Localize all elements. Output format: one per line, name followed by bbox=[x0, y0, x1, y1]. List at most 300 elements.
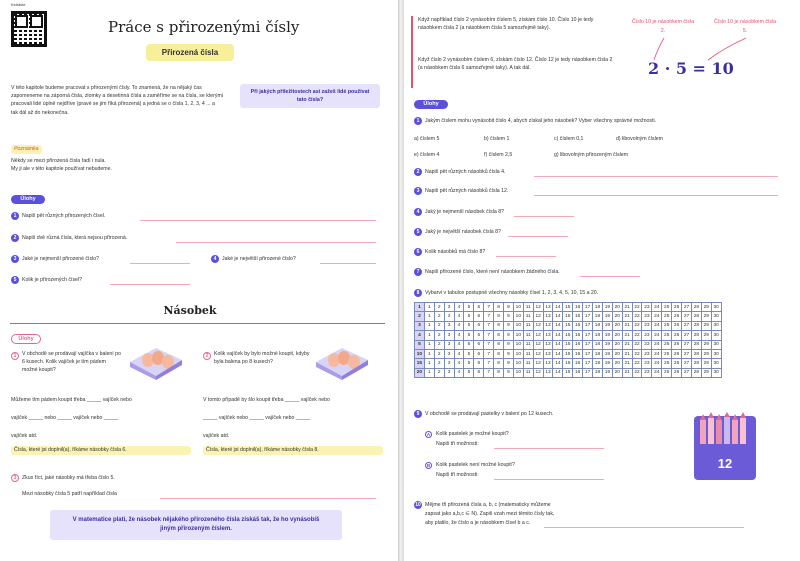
table-cell[interactable]: 23 bbox=[642, 321, 652, 330]
question-text: Napiš pět různých násobků čísla 4. bbox=[425, 169, 506, 175]
table-cell[interactable]: 8 bbox=[494, 359, 504, 368]
table-cell[interactable]: 21 bbox=[622, 349, 632, 358]
egg-task-2-line1: V tomto případě by šlo koupit třeba _____ vajíček nebo bbox=[203, 397, 330, 403]
crayon-box-number: 12 bbox=[717, 456, 733, 471]
table-cell[interactable]: 24 bbox=[652, 331, 662, 340]
table-cell[interactable]: 1 bbox=[424, 331, 434, 340]
table-cell[interactable]: 1 bbox=[424, 340, 434, 349]
table-cell[interactable]: 13 bbox=[543, 359, 553, 368]
table-cell[interactable]: 26 bbox=[672, 321, 682, 330]
tasks-label: Úlohy bbox=[11, 195, 45, 204]
table-cell[interactable]: 4 bbox=[454, 368, 464, 377]
table-cell[interactable]: 12 bbox=[533, 312, 543, 321]
table-cell[interactable]: 9 bbox=[504, 312, 514, 321]
pink-bar bbox=[411, 16, 413, 88]
table-cell[interactable]: 21 bbox=[622, 321, 632, 330]
table-cell[interactable]: 4 bbox=[454, 321, 464, 330]
table-cell[interactable]: 8 bbox=[494, 349, 504, 358]
table-cell[interactable]: 29 bbox=[701, 359, 711, 368]
table-cell[interactable]: 20 bbox=[612, 303, 622, 312]
table-cell[interactable]: 12 bbox=[533, 359, 543, 368]
table-cell[interactable]: 7 bbox=[484, 349, 494, 358]
table-cell[interactable]: 28 bbox=[691, 349, 701, 358]
answer-line[interactable] bbox=[320, 263, 376, 264]
task-number: 10 bbox=[415, 502, 421, 508]
egg-task-2-line2: _____ vajíček nebo _____ vajíček nebo _____ bbox=[203, 415, 311, 421]
table-cell[interactable]: 22 bbox=[632, 321, 642, 330]
table-cell[interactable]: 9 bbox=[504, 340, 514, 349]
example-text-2: Když číslo 2 vynásobím číslem 6, získám číslo 12. Číslo 12 je tedy násobkem čísla 2 (a násobkem čísla 6 samozřejmě taky). A tak dál. bbox=[418, 57, 613, 72]
table-cell[interactable]: 4 bbox=[454, 349, 464, 358]
table-cell[interactable]: 1 bbox=[424, 321, 434, 330]
table-cell[interactable]: 17 bbox=[583, 331, 593, 340]
table-cell[interactable]: 19 bbox=[602, 303, 612, 312]
table-cell[interactable]: 12 bbox=[533, 321, 543, 330]
q10-text-2: zapsat jako a,b,c ∈ N). Zapiš vzah mezi těmito čísly tak, bbox=[425, 511, 555, 517]
q1-option[interactable]: b) číslem 1 bbox=[484, 136, 510, 142]
table-cell[interactable]: 18 bbox=[593, 303, 603, 312]
table-cell[interactable]: 16 bbox=[573, 331, 583, 340]
table-cell[interactable]: 15 bbox=[563, 321, 573, 330]
answer-line[interactable] bbox=[496, 256, 556, 257]
table-cell[interactable]: 5 bbox=[464, 349, 474, 358]
table-cell[interactable]: 11 bbox=[523, 340, 533, 349]
table-cell[interactable]: 29 bbox=[701, 312, 711, 321]
table-cell[interactable]: 14 bbox=[553, 340, 563, 349]
answer-line[interactable] bbox=[494, 448, 604, 449]
table-cell[interactable]: 26 bbox=[672, 340, 682, 349]
table-cell[interactable]: 20 bbox=[612, 321, 622, 330]
table-cell[interactable]: 9 bbox=[504, 303, 514, 312]
table-cell[interactable]: 19 bbox=[602, 312, 612, 321]
table-cell[interactable]: 5 bbox=[464, 303, 474, 312]
egg-task-1-line2: vajíček _____ nebo _____ vajíček nebo _____ bbox=[11, 415, 119, 421]
table-cell[interactable]: 28 bbox=[691, 321, 701, 330]
table-cell[interactable]: 7 bbox=[484, 359, 494, 368]
table-cell[interactable]: 23 bbox=[642, 331, 652, 340]
table-cell[interactable]: 7 bbox=[484, 312, 494, 321]
table-cell[interactable]: 11 bbox=[523, 331, 533, 340]
q1-option[interactable]: a) číslem 5 bbox=[414, 136, 440, 142]
table-cell[interactable]: 18 bbox=[593, 312, 603, 321]
table-cell[interactable]: 25 bbox=[662, 359, 672, 368]
egg-task-1-line3: vajíček atd. bbox=[11, 433, 38, 439]
table-cell[interactable]: 28 bbox=[691, 368, 701, 377]
table-cell[interactable]: 22 bbox=[632, 368, 642, 377]
question-text: Jaký je největší násobek čísla 8? bbox=[425, 229, 501, 235]
table-cell[interactable]: 21 bbox=[622, 331, 632, 340]
table-cell[interactable]: 25 bbox=[662, 368, 672, 377]
table-cell[interactable]: 13 bbox=[543, 312, 553, 321]
table-cell[interactable]: 22 bbox=[632, 340, 642, 349]
table-cell[interactable]: 23 bbox=[642, 368, 652, 377]
table-cell[interactable]: 5 bbox=[464, 340, 474, 349]
table-cell[interactable]: 28 bbox=[691, 359, 701, 368]
table-cell[interactable]: 11 bbox=[523, 368, 533, 377]
table-cell[interactable]: 18 bbox=[593, 349, 603, 358]
table-cell[interactable]: 1 bbox=[424, 303, 434, 312]
subtask-label: A bbox=[426, 432, 431, 437]
answer-line[interactable] bbox=[176, 242, 376, 243]
table-cell[interactable]: 28 bbox=[691, 331, 701, 340]
table-cell[interactable]: 9 bbox=[504, 321, 514, 330]
table-cell[interactable]: 12 bbox=[533, 349, 543, 358]
table-cell[interactable]: 7 bbox=[484, 303, 494, 312]
table-cell[interactable]: 2 bbox=[434, 331, 444, 340]
table-cell[interactable]: 12 bbox=[533, 331, 543, 340]
table-cell[interactable]: 3 bbox=[444, 303, 454, 312]
table-cell[interactable]: 27 bbox=[682, 312, 692, 321]
table-cell[interactable]: 5 bbox=[464, 312, 474, 321]
answer-line[interactable] bbox=[160, 498, 376, 499]
table-cell[interactable]: 5 bbox=[464, 359, 474, 368]
table-cell[interactable]: 29 bbox=[701, 349, 711, 358]
table-cell[interactable]: 30 bbox=[711, 303, 721, 312]
table-cell[interactable]: 13 bbox=[543, 321, 553, 330]
table-cell[interactable]: 9 bbox=[504, 331, 514, 340]
table-cell[interactable]: 29 bbox=[701, 303, 711, 312]
table-cell[interactable]: 20 bbox=[612, 359, 622, 368]
table-cell[interactable]: 15 bbox=[563, 359, 573, 368]
table-cell[interactable]: 15 bbox=[563, 349, 573, 358]
task-number: 2 bbox=[11, 234, 19, 242]
table-cell[interactable]: 1 bbox=[424, 312, 434, 321]
table-cell[interactable]: 3 bbox=[444, 359, 454, 368]
q9-text: V obchodě se prodávají pastelky v balení po 12 kusech. bbox=[425, 411, 554, 417]
table-cell[interactable]: 8 bbox=[494, 368, 504, 377]
table-cell[interactable]: 18 bbox=[593, 331, 603, 340]
table-cell[interactable]: 4 bbox=[454, 303, 464, 312]
table-cell[interactable]: 30 bbox=[711, 340, 721, 349]
table-cell[interactable]: 24 bbox=[652, 321, 662, 330]
table-cell[interactable]: 17 bbox=[583, 340, 593, 349]
table-cell[interactable]: 4 bbox=[454, 312, 464, 321]
page-title: Práce s přirozenými čísly bbox=[108, 18, 300, 36]
table-cell[interactable]: 26 bbox=[672, 368, 682, 377]
table-cell[interactable]: 3 bbox=[444, 368, 454, 377]
answer-line[interactable] bbox=[544, 527, 744, 528]
table-cell[interactable]: 5 bbox=[464, 331, 474, 340]
egg-task-2-note: Čísla, které jsi doplnil(a), říkáme násobky čísla 8. bbox=[203, 446, 383, 455]
table-cell[interactable]: 6 bbox=[474, 340, 484, 349]
table-cell[interactable]: 23 bbox=[642, 303, 652, 312]
table-cell[interactable]: 2 bbox=[434, 368, 444, 377]
table-cell[interactable]: 2 bbox=[434, 303, 444, 312]
table-cell[interactable]: 24 bbox=[652, 312, 662, 321]
table-cell[interactable]: 20 bbox=[612, 349, 622, 358]
table-cell[interactable]: 27 bbox=[682, 359, 692, 368]
task-number: 2 bbox=[203, 352, 211, 360]
table-cell[interactable]: 14 bbox=[553, 349, 563, 358]
answer-line[interactable] bbox=[508, 236, 568, 237]
table-cell[interactable]: 8 bbox=[494, 340, 504, 349]
table-cell[interactable]: 27 bbox=[682, 303, 692, 312]
table-cell[interactable]: 15 bbox=[563, 312, 573, 321]
table-cell[interactable]: 25 bbox=[662, 349, 672, 358]
table-cell[interactable]: 17 bbox=[583, 359, 593, 368]
table-cell[interactable]: 2 bbox=[434, 340, 444, 349]
table-cell[interactable]: 25 bbox=[662, 303, 672, 312]
answer-line[interactable] bbox=[534, 195, 778, 196]
table-cell[interactable]: 7 bbox=[484, 331, 494, 340]
table-cell[interactable]: 25 bbox=[662, 312, 672, 321]
q1-option[interactable]: g) libovolným přirozeným číslem bbox=[554, 152, 629, 158]
table-cell[interactable]: 7 bbox=[484, 321, 494, 330]
right-page bbox=[404, 0, 800, 561]
table-cell[interactable]: 22 bbox=[632, 349, 642, 358]
table-cell[interactable]: 25 bbox=[662, 321, 672, 330]
table-cell[interactable]: 20 bbox=[612, 340, 622, 349]
table-cell[interactable]: 30 bbox=[711, 359, 721, 368]
table-cell[interactable]: 24 bbox=[652, 340, 662, 349]
table-cell[interactable]: 18 bbox=[593, 368, 603, 377]
table-cell[interactable]: 13 bbox=[543, 331, 553, 340]
table-cell[interactable]: 17 bbox=[583, 368, 593, 377]
table-cell[interactable]: 25 bbox=[662, 331, 672, 340]
table-cell[interactable]: 21 bbox=[622, 368, 632, 377]
table-cell[interactable]: 22 bbox=[632, 303, 642, 312]
table-cell[interactable]: 11 bbox=[523, 359, 533, 368]
tasks-label: Úlohy bbox=[414, 100, 448, 109]
table-cell[interactable]: 19 bbox=[602, 331, 612, 340]
table-cell[interactable]: 16 bbox=[573, 312, 583, 321]
table-cell[interactable]: 28 bbox=[691, 312, 701, 321]
q1-option[interactable]: c) číslem 0,1 bbox=[554, 136, 584, 142]
table-cell[interactable]: 3 bbox=[444, 349, 454, 358]
table-cell[interactable]: 8 bbox=[494, 312, 504, 321]
table-cell[interactable]: 1 bbox=[424, 349, 434, 358]
table-cell[interactable]: 29 bbox=[701, 340, 711, 349]
table-cell[interactable]: 21 bbox=[622, 340, 632, 349]
table-cell[interactable]: 16 bbox=[573, 340, 583, 349]
table-row bbox=[415, 368, 722, 377]
annotation-right: Číslo 10 je násobkem čísla 5. bbox=[714, 19, 776, 34]
table-cell[interactable]: 27 bbox=[682, 368, 692, 377]
answer-line[interactable] bbox=[580, 276, 640, 277]
table-cell[interactable]: 26 bbox=[672, 303, 682, 312]
table-cell[interactable]: 14 bbox=[553, 359, 563, 368]
table-cell[interactable]: 16 bbox=[573, 303, 583, 312]
table-cell[interactable]: 6 bbox=[474, 312, 484, 321]
table-cell[interactable]: 12 bbox=[533, 368, 543, 377]
tasks2-label: Úlohy bbox=[11, 334, 41, 344]
intro-paragraph: V této kapitole budeme pracovat s přirozenými čísly. To znamená, že na nějaký čas zapomeneme na záporná čísla, zlomky a desetinná čísla a zaměříme se na čísla, se kterými pracovali lidé úplně nejdříve (pravé se jim říká přirozená) a jedná se o čísla 1, 2, 3, 4 ... a tak dál až do nekonečna. bbox=[11, 85, 223, 116]
table-cell[interactable]: 20 bbox=[612, 368, 622, 377]
table-cell[interactable]: 29 bbox=[701, 331, 711, 340]
table-cell[interactable]: 6 bbox=[474, 368, 484, 377]
table-cell[interactable]: 29 bbox=[701, 368, 711, 377]
table-cell[interactable]: 15 bbox=[563, 368, 573, 377]
table-cell[interactable]: 21 bbox=[622, 303, 632, 312]
table-cell[interactable]: 27 bbox=[682, 349, 692, 358]
table-cell[interactable]: 10 bbox=[513, 331, 523, 340]
question-box: Při jakých příležitostech asi zažeš lidé používat tato čísla? bbox=[240, 84, 380, 108]
table-cell[interactable]: 10 bbox=[513, 312, 523, 321]
table-cell[interactable]: 16 bbox=[573, 321, 583, 330]
table-cell[interactable]: 29 bbox=[701, 321, 711, 330]
table-cell[interactable]: 15 bbox=[563, 331, 573, 340]
table-cell[interactable]: 26 bbox=[672, 331, 682, 340]
table-cell[interactable]: 4 bbox=[454, 340, 464, 349]
table-cell[interactable]: 23 bbox=[642, 340, 652, 349]
note-text-2: My ji ale v této kapitole používat nebudeme. bbox=[11, 166, 112, 172]
table-cell[interactable]: 16 bbox=[573, 359, 583, 368]
table-cell[interactable]: 22 bbox=[632, 312, 642, 321]
table-cell[interactable]: 19 bbox=[602, 340, 612, 349]
table-cell[interactable]: 30 bbox=[711, 331, 721, 340]
task-text: Napiš pět různých přirozených čísel. bbox=[22, 213, 106, 219]
table-cell[interactable]: 14 bbox=[553, 312, 563, 321]
table-cell[interactable]: 18 bbox=[593, 321, 603, 330]
table-cell[interactable]: 11 bbox=[523, 312, 533, 321]
table-cell[interactable]: 17 bbox=[583, 312, 593, 321]
table-cell[interactable]: 23 bbox=[642, 312, 652, 321]
answer-line[interactable] bbox=[130, 263, 190, 264]
egg-task-1-line1: Můžeme tím pádem koupit třeba _____ vajíček nebo bbox=[11, 397, 132, 403]
table-cell[interactable]: 23 bbox=[642, 349, 652, 358]
answer-line[interactable] bbox=[514, 216, 574, 217]
table-cell[interactable]: 9 bbox=[504, 368, 514, 377]
table-cell[interactable]: 9 bbox=[504, 359, 514, 368]
table-cell[interactable]: 13 bbox=[543, 368, 553, 377]
table-cell[interactable]: 16 bbox=[573, 349, 583, 358]
row-header: 5 bbox=[415, 340, 425, 349]
table-cell[interactable]: 6 bbox=[474, 331, 484, 340]
table-cell[interactable]: 22 bbox=[632, 359, 642, 368]
table-cell[interactable]: 3 bbox=[444, 340, 454, 349]
table-cell[interactable]: 30 bbox=[711, 321, 721, 330]
crayons-icon bbox=[698, 412, 752, 446]
table-cell[interactable]: 17 bbox=[583, 321, 593, 330]
table-cell[interactable]: 2 bbox=[434, 312, 444, 321]
table-cell[interactable]: 13 bbox=[543, 349, 553, 358]
table-cell[interactable]: 25 bbox=[662, 340, 672, 349]
task-number: 8 bbox=[414, 289, 422, 297]
table-cell[interactable]: 20 bbox=[612, 312, 622, 321]
table-cell[interactable]: 11 bbox=[523, 303, 533, 312]
table-cell[interactable]: 28 bbox=[691, 303, 701, 312]
table-cell[interactable]: 10 bbox=[513, 321, 523, 330]
table-cell[interactable]: 20 bbox=[612, 331, 622, 340]
table-cell[interactable]: 26 bbox=[672, 349, 682, 358]
table-cell[interactable]: 8 bbox=[494, 331, 504, 340]
table-cell[interactable]: 17 bbox=[583, 349, 593, 358]
table-cell[interactable]: 26 bbox=[672, 312, 682, 321]
table-cell[interactable]: 21 bbox=[622, 312, 632, 321]
table-cell[interactable]: 22 bbox=[632, 331, 642, 340]
table-cell[interactable]: 24 bbox=[652, 303, 662, 312]
table-cell[interactable]: 7 bbox=[484, 340, 494, 349]
table-row bbox=[415, 303, 722, 312]
table-cell[interactable]: 30 bbox=[711, 368, 721, 377]
table-cell[interactable]: 10 bbox=[513, 303, 523, 312]
table-cell[interactable]: 10 bbox=[513, 368, 523, 377]
table-cell[interactable]: 21 bbox=[622, 359, 632, 368]
table-cell[interactable]: 19 bbox=[602, 349, 612, 358]
table-cell[interactable]: 14 bbox=[553, 321, 563, 330]
table-cell[interactable]: 1 bbox=[424, 368, 434, 377]
task-number: 7 bbox=[414, 268, 422, 276]
q1-option[interactable]: d) libovolným číslem bbox=[616, 136, 663, 142]
table-cell[interactable]: 9 bbox=[504, 349, 514, 358]
table-cell[interactable]: 16 bbox=[573, 368, 583, 377]
q10-text-1: Mějme tři přirozená čísla a, b, c (matematicky můžeme bbox=[425, 502, 551, 508]
table-cell[interactable]: 24 bbox=[652, 349, 662, 358]
table-cell[interactable]: 2 bbox=[434, 349, 444, 358]
task-text: Jaké je nejmenší přirozené číslo? bbox=[22, 256, 99, 262]
table-cell[interactable]: 1 bbox=[424, 359, 434, 368]
answer-line[interactable] bbox=[140, 220, 376, 221]
answer-line[interactable] bbox=[494, 479, 604, 480]
table-cell[interactable]: 19 bbox=[602, 368, 612, 377]
table-cell[interactable]: 6 bbox=[474, 303, 484, 312]
table-cell[interactable]: 5 bbox=[464, 368, 474, 377]
table-cell[interactable]: 7 bbox=[484, 368, 494, 377]
table-cell[interactable]: 24 bbox=[652, 359, 662, 368]
table-cell[interactable]: 3 bbox=[444, 331, 454, 340]
table-cell[interactable]: 11 bbox=[523, 321, 533, 330]
table-cell[interactable]: 15 bbox=[563, 303, 573, 312]
answer-line[interactable] bbox=[110, 284, 190, 285]
table-cell[interactable]: 14 bbox=[553, 303, 563, 312]
table-cell[interactable]: 10 bbox=[513, 340, 523, 349]
table-cell[interactable]: 30 bbox=[711, 349, 721, 358]
table-cell[interactable]: 10 bbox=[513, 359, 523, 368]
task-3-text: Zkus říct, jaké násobky má třeba číslo 5. bbox=[22, 475, 115, 481]
table-cell[interactable]: 3 bbox=[444, 312, 454, 321]
table-cell[interactable]: 2 bbox=[434, 359, 444, 368]
table-cell[interactable]: 18 bbox=[593, 359, 603, 368]
table-cell[interactable]: 4 bbox=[454, 359, 464, 368]
table-cell[interactable]: 26 bbox=[672, 359, 682, 368]
table-cell[interactable]: 23 bbox=[642, 359, 652, 368]
table-cell[interactable]: 11 bbox=[523, 349, 533, 358]
table-cell[interactable]: 14 bbox=[553, 331, 563, 340]
table-cell[interactable]: 18 bbox=[593, 340, 603, 349]
table-cell[interactable]: 13 bbox=[543, 340, 553, 349]
table-cell[interactable]: 12 bbox=[533, 303, 543, 312]
table-cell[interactable]: 8 bbox=[494, 321, 504, 330]
row-header: 1 bbox=[415, 303, 425, 312]
table-cell[interactable]: 17 bbox=[583, 303, 593, 312]
table-cell[interactable]: 27 bbox=[682, 331, 692, 340]
table-cell[interactable]: 2 bbox=[434, 321, 444, 330]
table-cell[interactable]: 6 bbox=[474, 321, 484, 330]
table-cell[interactable]: 27 bbox=[682, 340, 692, 349]
task-number: 4 bbox=[414, 208, 422, 216]
q1-option[interactable]: f) číslem 2,5 bbox=[484, 152, 513, 158]
q1-option[interactable]: e) číslem 4 bbox=[414, 152, 440, 158]
table-cell[interactable]: 6 bbox=[474, 349, 484, 358]
table-cell[interactable]: 14 bbox=[553, 368, 563, 377]
table-cell[interactable]: 30 bbox=[711, 312, 721, 321]
table-cell[interactable]: 28 bbox=[691, 340, 701, 349]
answer-line[interactable] bbox=[534, 176, 778, 177]
table-cell[interactable]: 3 bbox=[444, 321, 454, 330]
table-cell[interactable]: 19 bbox=[602, 359, 612, 368]
table-cell[interactable]: 15 bbox=[563, 340, 573, 349]
table-cell[interactable]: 6 bbox=[474, 359, 484, 368]
table-cell[interactable]: 10 bbox=[513, 349, 523, 358]
table-cell[interactable]: 13 bbox=[543, 303, 553, 312]
table-cell[interactable]: 8 bbox=[494, 303, 504, 312]
table-cell[interactable]: 24 bbox=[652, 368, 662, 377]
table-cell[interactable]: 4 bbox=[454, 331, 464, 340]
table-cell[interactable]: 27 bbox=[682, 321, 692, 330]
table-cell[interactable]: 12 bbox=[533, 340, 543, 349]
table-cell[interactable]: 5 bbox=[464, 321, 474, 330]
table-cell[interactable]: 19 bbox=[602, 321, 612, 330]
